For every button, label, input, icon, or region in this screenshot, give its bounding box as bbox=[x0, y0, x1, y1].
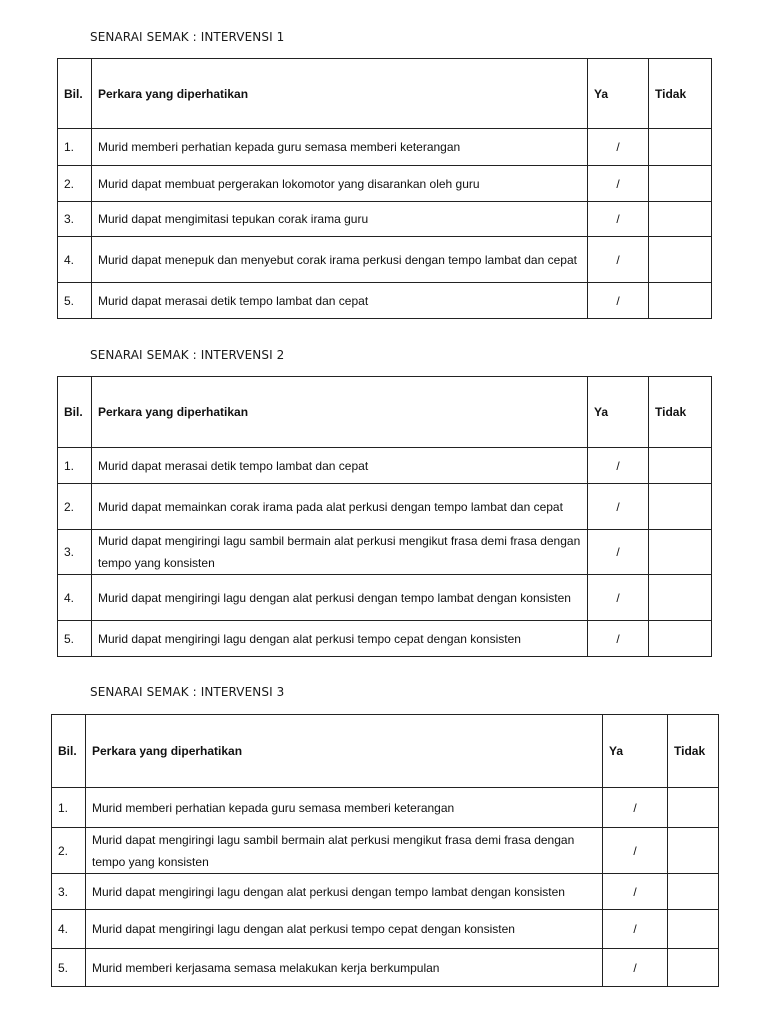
cell-ya-mark: / bbox=[588, 202, 649, 237]
cell-bil: 5. bbox=[52, 949, 86, 987]
cell-tidak-mark bbox=[649, 448, 712, 484]
header-ya: Ya bbox=[603, 715, 668, 788]
cell-perkara: Murid dapat mengiringi lagu sambil bermain alat perkusi mengikut frasa demi frasa dengan tempo yang konsisten bbox=[86, 828, 603, 874]
cell-tidak-mark bbox=[649, 484, 712, 530]
table-row bbox=[58, 166, 712, 202]
cell-bil: 1. bbox=[52, 788, 86, 828]
cell-tidak-mark bbox=[668, 828, 719, 874]
cell-ya-mark: / bbox=[588, 530, 649, 575]
table-row bbox=[58, 202, 712, 237]
cell-ya-mark: / bbox=[588, 448, 649, 484]
cell-perkara: Murid dapat menepuk dan menyebut corak irama perkusi dengan tempo lambat dan cepat bbox=[92, 237, 588, 283]
header-bil: Bil. bbox=[52, 715, 86, 788]
cell-perkara: Murid dapat membuat pergerakan lokomotor yang disarankan oleh guru bbox=[92, 166, 588, 202]
table-row bbox=[52, 828, 719, 874]
cell-perkara: Murid dapat merasai detik tempo lambat dan cepat bbox=[92, 448, 588, 484]
section-title-intervensi-2: SENARAI SEMAK : INTERVENSI 2 bbox=[90, 348, 285, 362]
table-header-row bbox=[58, 377, 712, 448]
cell-tidak-mark bbox=[668, 910, 719, 949]
cell-bil: 3. bbox=[52, 874, 86, 910]
cell-ya-mark: / bbox=[603, 828, 668, 874]
cell-ya-mark: / bbox=[603, 949, 668, 987]
cell-bil: 2. bbox=[52, 828, 86, 874]
header-tidak: Tidak bbox=[668, 715, 719, 788]
header-perkara: Perkara yang diperhatikan bbox=[92, 59, 588, 129]
cell-perkara: Murid memberi perhatian kepada guru semasa memberi keterangan bbox=[92, 129, 588, 166]
header-ya: Ya bbox=[588, 377, 649, 448]
table-row bbox=[58, 621, 712, 657]
table-row bbox=[58, 448, 712, 484]
cell-bil: 3. bbox=[58, 530, 92, 575]
header-perkara: Perkara yang diperhatikan bbox=[92, 377, 588, 448]
cell-tidak-mark bbox=[649, 530, 712, 575]
table-row bbox=[52, 949, 719, 987]
table-row bbox=[52, 910, 719, 949]
cell-perkara: Murid dapat mengiringi lagu dengan alat perkusi tempo cepat dengan konsisten bbox=[92, 621, 588, 657]
checklist-table-intervensi-1 bbox=[57, 58, 712, 319]
cell-ya-mark: / bbox=[588, 129, 649, 166]
header-ya: Ya bbox=[588, 59, 649, 129]
cell-bil: 1. bbox=[58, 448, 92, 484]
checklist-table-intervensi-2 bbox=[57, 376, 712, 657]
cell-bil: 2. bbox=[58, 484, 92, 530]
cell-tidak-mark bbox=[649, 283, 712, 319]
cell-tidak-mark bbox=[649, 202, 712, 237]
table-header-row bbox=[58, 59, 712, 129]
table-row bbox=[58, 283, 712, 319]
cell-perkara: Murid dapat mengiringi lagu dengan alat perkusi tempo cepat dengan konsisten bbox=[86, 910, 603, 949]
cell-tidak-mark bbox=[649, 129, 712, 166]
cell-bil: 3. bbox=[58, 202, 92, 237]
header-perkara: Perkara yang diperhatikan bbox=[86, 715, 603, 788]
cell-ya-mark: / bbox=[588, 237, 649, 283]
header-bil: Bil. bbox=[58, 377, 92, 448]
cell-tidak-mark bbox=[668, 788, 719, 828]
cell-tidak-mark bbox=[649, 237, 712, 283]
cell-perkara: Murid memberi kerjasama semasa melakukan kerja berkumpulan bbox=[86, 949, 603, 987]
cell-bil: 4. bbox=[58, 575, 92, 621]
cell-tidak-mark bbox=[649, 166, 712, 202]
cell-tidak-mark bbox=[668, 874, 719, 910]
cell-ya-mark: / bbox=[588, 484, 649, 530]
table-row bbox=[58, 237, 712, 283]
table-header-row bbox=[52, 715, 719, 788]
table-row bbox=[58, 484, 712, 530]
cell-perkara: Murid dapat mengiringi lagu dengan alat perkusi dengan tempo lambat dengan konsisten bbox=[86, 874, 603, 910]
table-row bbox=[58, 129, 712, 166]
cell-perkara: Murid dapat merasai detik tempo lambat dan cepat bbox=[92, 283, 588, 319]
cell-perkara: Murid memberi perhatian kepada guru semasa memberi keterangan bbox=[86, 788, 603, 828]
cell-perkara: Murid dapat mengiringi lagu dengan alat perkusi dengan tempo lambat dengan konsisten bbox=[92, 575, 588, 621]
cell-bil: 1. bbox=[58, 129, 92, 166]
section-title-intervensi-3: SENARAI SEMAK : INTERVENSI 3 bbox=[90, 685, 285, 699]
cell-tidak-mark bbox=[649, 621, 712, 657]
cell-bil: 4. bbox=[52, 910, 86, 949]
cell-bil: 2. bbox=[58, 166, 92, 202]
header-tidak: Tidak bbox=[649, 377, 712, 448]
cell-perkara: Murid dapat mengimitasi tepukan corak irama guru bbox=[92, 202, 588, 237]
cell-perkara: Murid dapat mengiringi lagu sambil bermain alat perkusi mengikut frasa demi frasa dengan tempo yang konsisten bbox=[92, 530, 588, 575]
table-row bbox=[52, 788, 719, 828]
cell-ya-mark: / bbox=[588, 283, 649, 319]
cell-ya-mark: / bbox=[588, 166, 649, 202]
cell-ya-mark: / bbox=[603, 788, 668, 828]
cell-tidak-mark bbox=[649, 575, 712, 621]
checklist-table-intervensi-3 bbox=[51, 714, 719, 987]
cell-ya-mark: / bbox=[588, 575, 649, 621]
table-row bbox=[58, 575, 712, 621]
cell-ya-mark: / bbox=[603, 910, 668, 949]
cell-ya-mark: / bbox=[603, 874, 668, 910]
table-row bbox=[58, 530, 712, 575]
cell-bil: 5. bbox=[58, 621, 92, 657]
section-title-intervensi-1: SENARAI SEMAK : INTERVENSI 1 bbox=[90, 30, 285, 44]
table-row bbox=[52, 874, 719, 910]
header-bil: Bil. bbox=[58, 59, 92, 129]
cell-bil: 4. bbox=[58, 237, 92, 283]
cell-bil: 5. bbox=[58, 283, 92, 319]
header-tidak: Tidak bbox=[649, 59, 712, 129]
cell-perkara: Murid dapat memainkan corak irama pada alat perkusi dengan tempo lambat dan cepat bbox=[92, 484, 588, 530]
cell-tidak-mark bbox=[668, 949, 719, 987]
cell-ya-mark: / bbox=[588, 621, 649, 657]
